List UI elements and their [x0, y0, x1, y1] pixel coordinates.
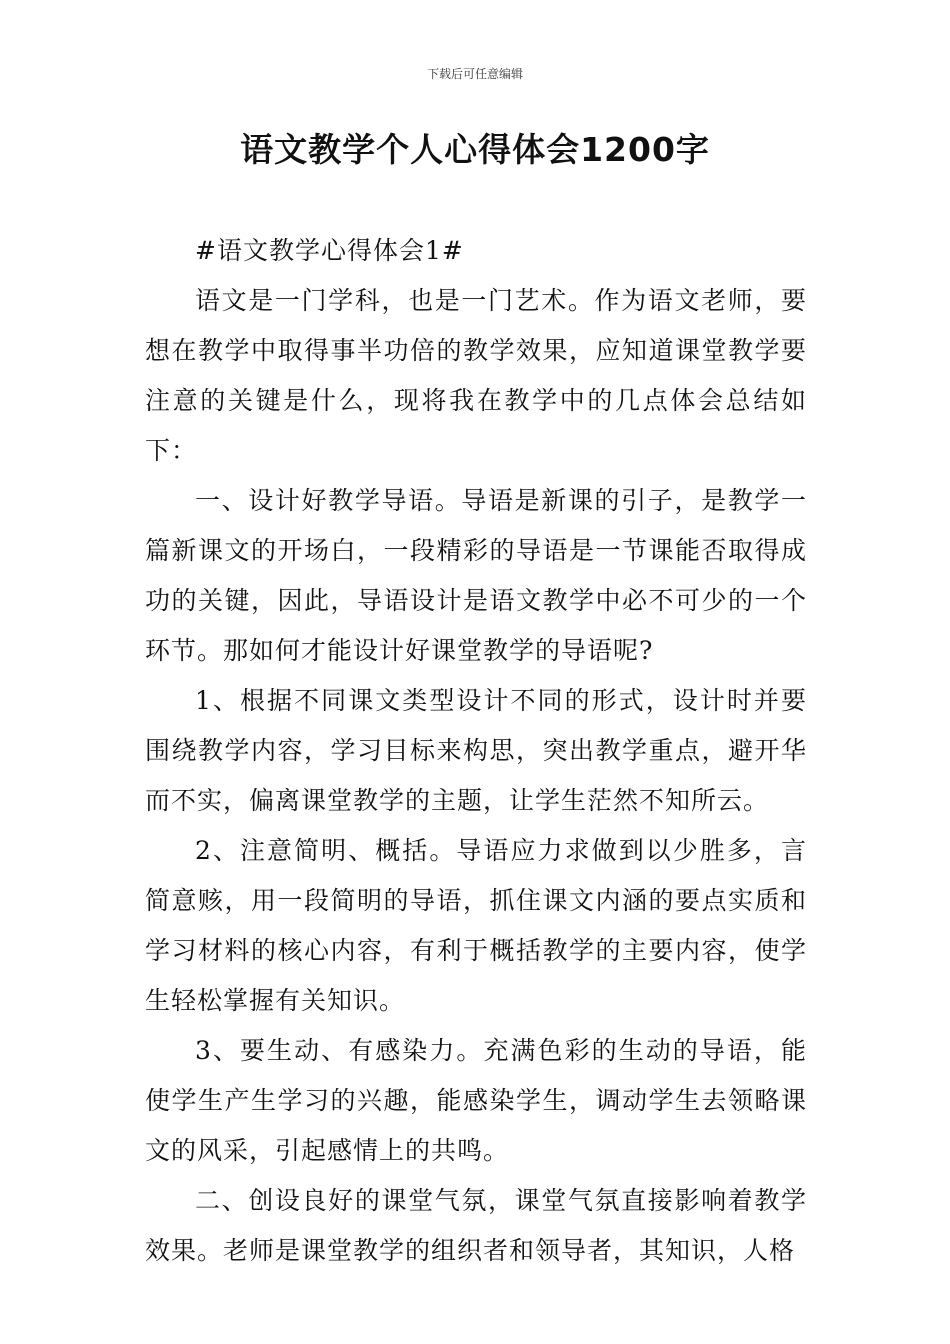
paragraph: 2、注意简明、概括。导语应力求做到以少胜多，言简意赅，用一段简明的导语，抓住课文内涵的要点实质和学习材料的核心内容，有利于概括教学的主要内容，使学生轻松掌握有关知识。: [145, 836, 807, 1015]
paragraph: 一、设计好教学导语。导语是新课的引子，是教学一篇新课文的开场白，一段精彩的导语是一节课能否取得成功的关键，因此，导语设计是语文教学中必不可少的一个环节。那如何才能设计好课堂教学的导语呢?: [145, 486, 807, 665]
paragraph-section-heading: #语文教学心得体会1#: [195, 236, 464, 265]
document-title: 语文教学个人心得体会1200字: [240, 130, 710, 169]
header-note: 下载后可任意编辑: [426, 67, 523, 81]
paragraph: 3、要生动、有感染力。充满色彩的生动的导语，能使学生产生学习的兴趣，能感染学生，调动学生去领略课文的风采，引起感情上的共鸣。: [145, 1036, 807, 1165]
paragraph: 二、创设良好的课堂气氛，课堂气氛直接影响着教学效果。老师是课堂教学的组织者和领导者，其知识，人格: [145, 1186, 807, 1265]
paragraph: 1、根据不同课文类型设计不同的形式，设计时并要围绕教学内容，学习目标来构思，突出教学重点，避开华而不实，偏离课堂教学的主题，让学生茫然不知所云。: [145, 686, 807, 815]
paragraph: 语文是一门学科，也是一门艺术。作为语文老师，要想在教学中取得事半功倍的教学效果，应知道课堂教学要注意的关键是什么，现将我在教学中的几点体会总结如下：: [145, 286, 807, 465]
document-body: [145, 226, 807, 1276]
